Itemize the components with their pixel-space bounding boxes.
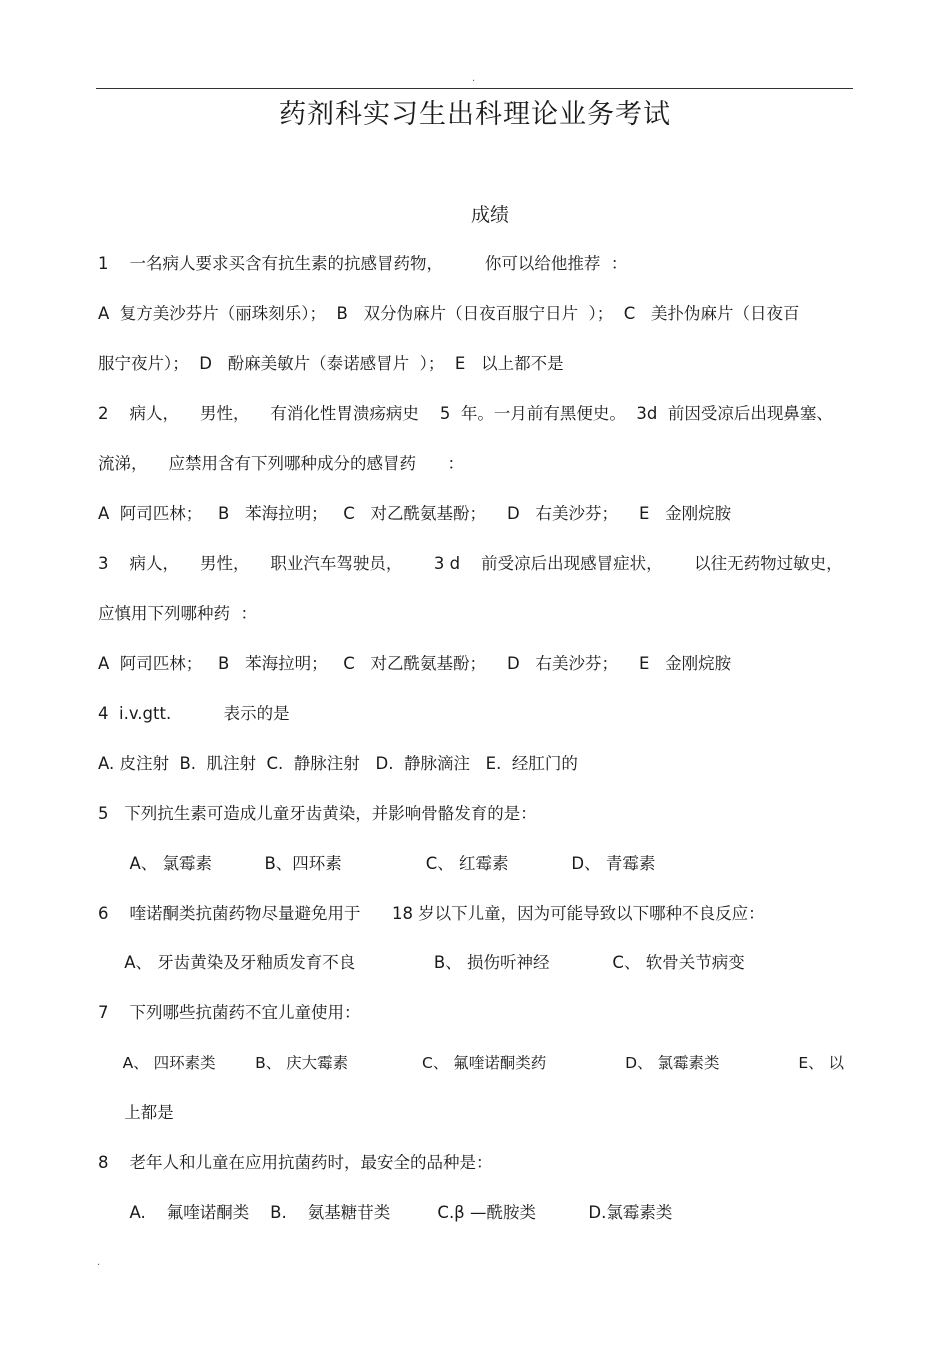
question-3-text: 3 病人， 男性， 职业汽车驾驶员， 3 d 前受凉后出现感冒症状， 以往无药物过敏史，: [98, 554, 843, 573]
document-title: 药剂科实习生出科理论业务考试: [279, 99, 671, 130]
question-4-options: A. 皮注射 B. 肌注射 C. 静脉注射 D. 静脉滴注 E. 经肛门的: [98, 754, 578, 773]
footer-dot: .: [97, 1257, 101, 1268]
question-3-options: A 阿司匹林； B 苯海拉明； C 对乙酰氨基酚； D 右美沙芬； E 金刚烷胺: [98, 654, 732, 673]
question-6-text: 6 喹诺酮类抗菌药物尽量避免用于 18 岁以下儿童，因为可能导致以下哪种不良反应：: [98, 904, 765, 923]
question-1-options: A 复方美沙芬片（丽珠刻乐）； B 双分伪麻片（日夜百服宁日片 ）； C 美扑伪麻片（日夜百: [98, 304, 800, 323]
question-6-options: A、 牙齿黄染及牙釉质发育不良 B、 损伤听神经 C、 软骨关节病变: [98, 953, 745, 972]
question-5-text: 5 下列抗生素可造成儿童牙齿黄染，并影响骨骼发育的是：: [98, 804, 537, 823]
question-1-text: 1 一名病人要求买含有抗生素的抗感冒药物， 你可以给他推荐 ：: [98, 254, 628, 273]
header-dot: .: [472, 73, 476, 84]
question-8-text: 8 老年人和儿童在应用抗菌药时，最安全的品种是：: [98, 1153, 493, 1172]
question-2-text-cont: 流涕， 应禁用含有下列哪种成分的感冒药 ：: [98, 454, 464, 473]
question-1-options-cont: 服宁夜片）； D 酚麻美敏片（泰诺感冒片 ）； E 以上都不是: [98, 354, 564, 373]
question-2-text: 2 病人， 男性， 有消化性胃溃疡病史 5 年。一月前有黑便史。 3d 前因受凉后出现鼻塞、: [98, 404, 833, 423]
question-4-text: 4 i.v.gtt. 表示的是: [98, 704, 290, 723]
question-7-options-cont: 上都是: [98, 1103, 174, 1122]
score-label: 成绩: [470, 204, 509, 226]
question-2-options: A 阿司匹林； B 苯海拉明； C 对乙酰氨基酚； D 右美沙芬； E 金刚烷胺: [98, 504, 732, 523]
question-5-options: A、 氯霉素 B、四环素 C、 红霉素 D、 青霉素: [98, 854, 656, 873]
question-3-text-cont: 应慎用下列哪种药 ：: [98, 604, 257, 623]
question-8-options: A. 氟喹诺酮类 B. 氨基糖苷类 C.β —酰胺类 D.氯霉素类: [98, 1203, 673, 1222]
question-7-options: A、 四环素类 B、 庆大霉素 C、 氟喹诺酮类药 D、 氯霉素类 E、 以: [98, 1054, 845, 1072]
question-7-text: 7 下列哪些抗菌药不宜儿童使用：: [98, 1003, 361, 1022]
header-rule: [96, 88, 853, 89]
